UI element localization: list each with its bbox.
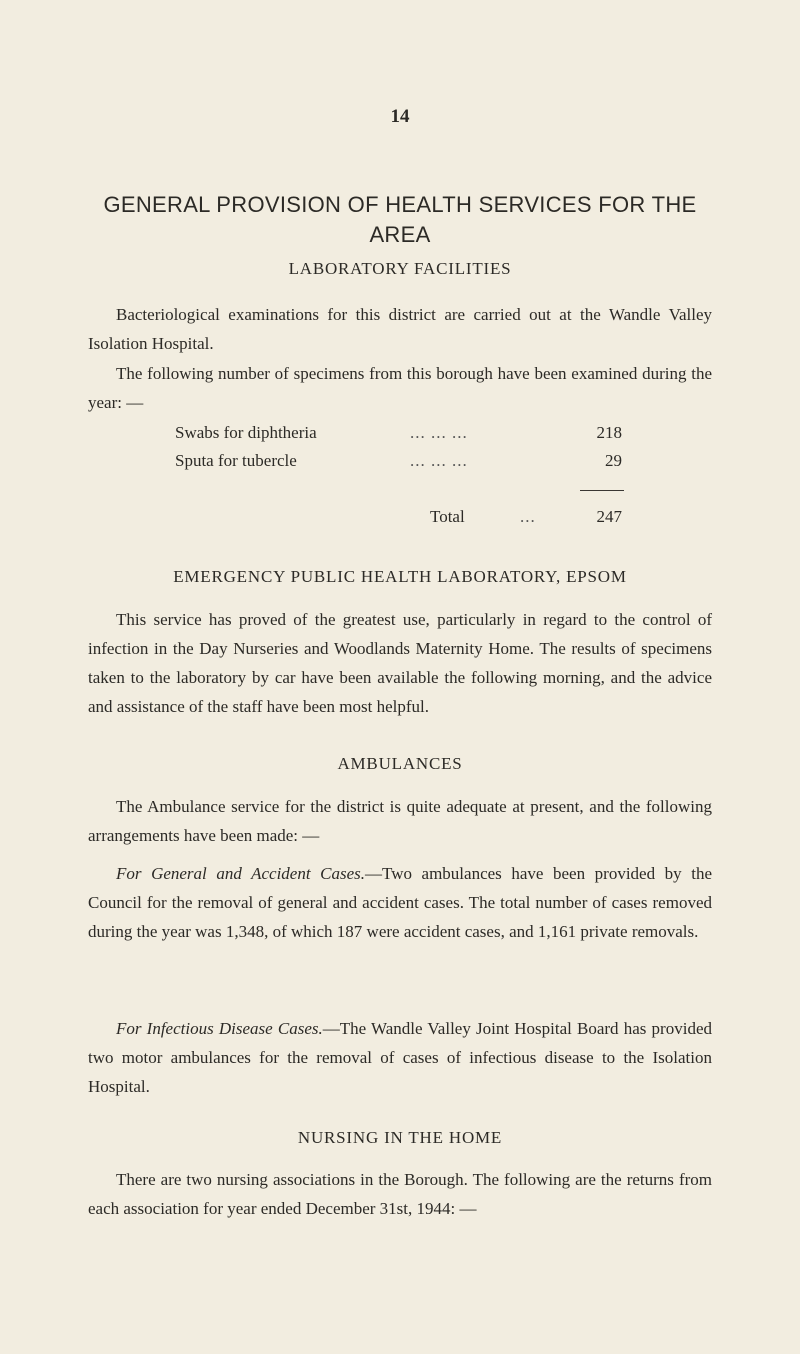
total-row xyxy=(430,507,630,531)
general-cases-lead: For General and Accident Cases. xyxy=(116,864,365,883)
laboratory-paragraph-1-text: Bacteriological examinations for this district are carried out at the Wandle Valley Isolation Hospital. xyxy=(88,305,712,353)
specimen-row xyxy=(175,423,630,447)
page-number: 14 xyxy=(390,106,410,127)
laboratory-heading: LABORATORY FACILITIES xyxy=(288,259,512,278)
page-title: GENERAL PROVISION OF HEALTH SERVICES FOR THE AREA xyxy=(103,192,697,247)
general-cases-text: —Two ambulances have been provided by the Council for the removal of general and accident cases. The total number of cases removed during the year was 1,348, of which 187 were accident cases, and 1,161 private removals. xyxy=(88,864,712,941)
laboratory-paragraph-1 xyxy=(88,300,712,358)
emergency-paragraph-text: This service has proved of the greatest use, particularly in regard to the control of infection in the Day Nurseries and Woodlands Maternity Home. The results of specimens taken to the laboratory by car have been available the following morning, and the advice and assistance of the staff have been most helpful. xyxy=(88,610,712,716)
nursing-paragraph-text: There are two nursing associations in the Borough. The following are the returns from each association for year ended December 31st, 1944: — xyxy=(88,1170,712,1218)
laboratory-paragraph-2 xyxy=(88,359,712,417)
ambulances-heading: AMBULANCES xyxy=(337,754,463,773)
emergency-paragraph xyxy=(88,605,712,721)
emergency-heading: EMERGENCY PUBLIC HEALTH LABORATORY, EPSOM xyxy=(173,567,627,586)
general-cases-paragraph xyxy=(88,859,712,946)
infectious-cases-lead: For Infectious Disease Cases. xyxy=(116,1019,323,1038)
nursing-heading: NURSING IN THE HOME xyxy=(297,1128,503,1147)
specimen-count: 218 xyxy=(596,423,622,442)
total-rule xyxy=(580,490,624,491)
total-count: 247 xyxy=(596,507,622,526)
infectious-cases-paragraph xyxy=(88,1014,712,1101)
leader-dots: ... xyxy=(520,507,536,526)
specimen-label: Swabs for diphtheria xyxy=(175,423,317,442)
leader-dots: ... ... ... xyxy=(410,423,468,442)
specimen-row xyxy=(175,451,630,475)
leader-dots: ... ... ... xyxy=(410,451,468,470)
ambulances-paragraph-1-text: The Ambulance service for the district is quite adequate at present, and the following arrangements have been made: — xyxy=(88,797,712,845)
nursing-paragraph xyxy=(88,1165,712,1223)
laboratory-paragraph-2-text: The following number of specimens from this borough have been examined during the year: — xyxy=(88,364,712,412)
ambulances-paragraph-1 xyxy=(88,792,712,850)
total-label: Total xyxy=(430,507,465,526)
specimen-label: Sputa for tubercle xyxy=(175,451,297,470)
specimen-count: 29 xyxy=(605,451,622,470)
infectious-cases-text: —The Wandle Valley Joint Hospital Board has provided two motor ambulances for the removal of cases of infectious disease to the Isolation Hospital. xyxy=(88,1019,712,1096)
